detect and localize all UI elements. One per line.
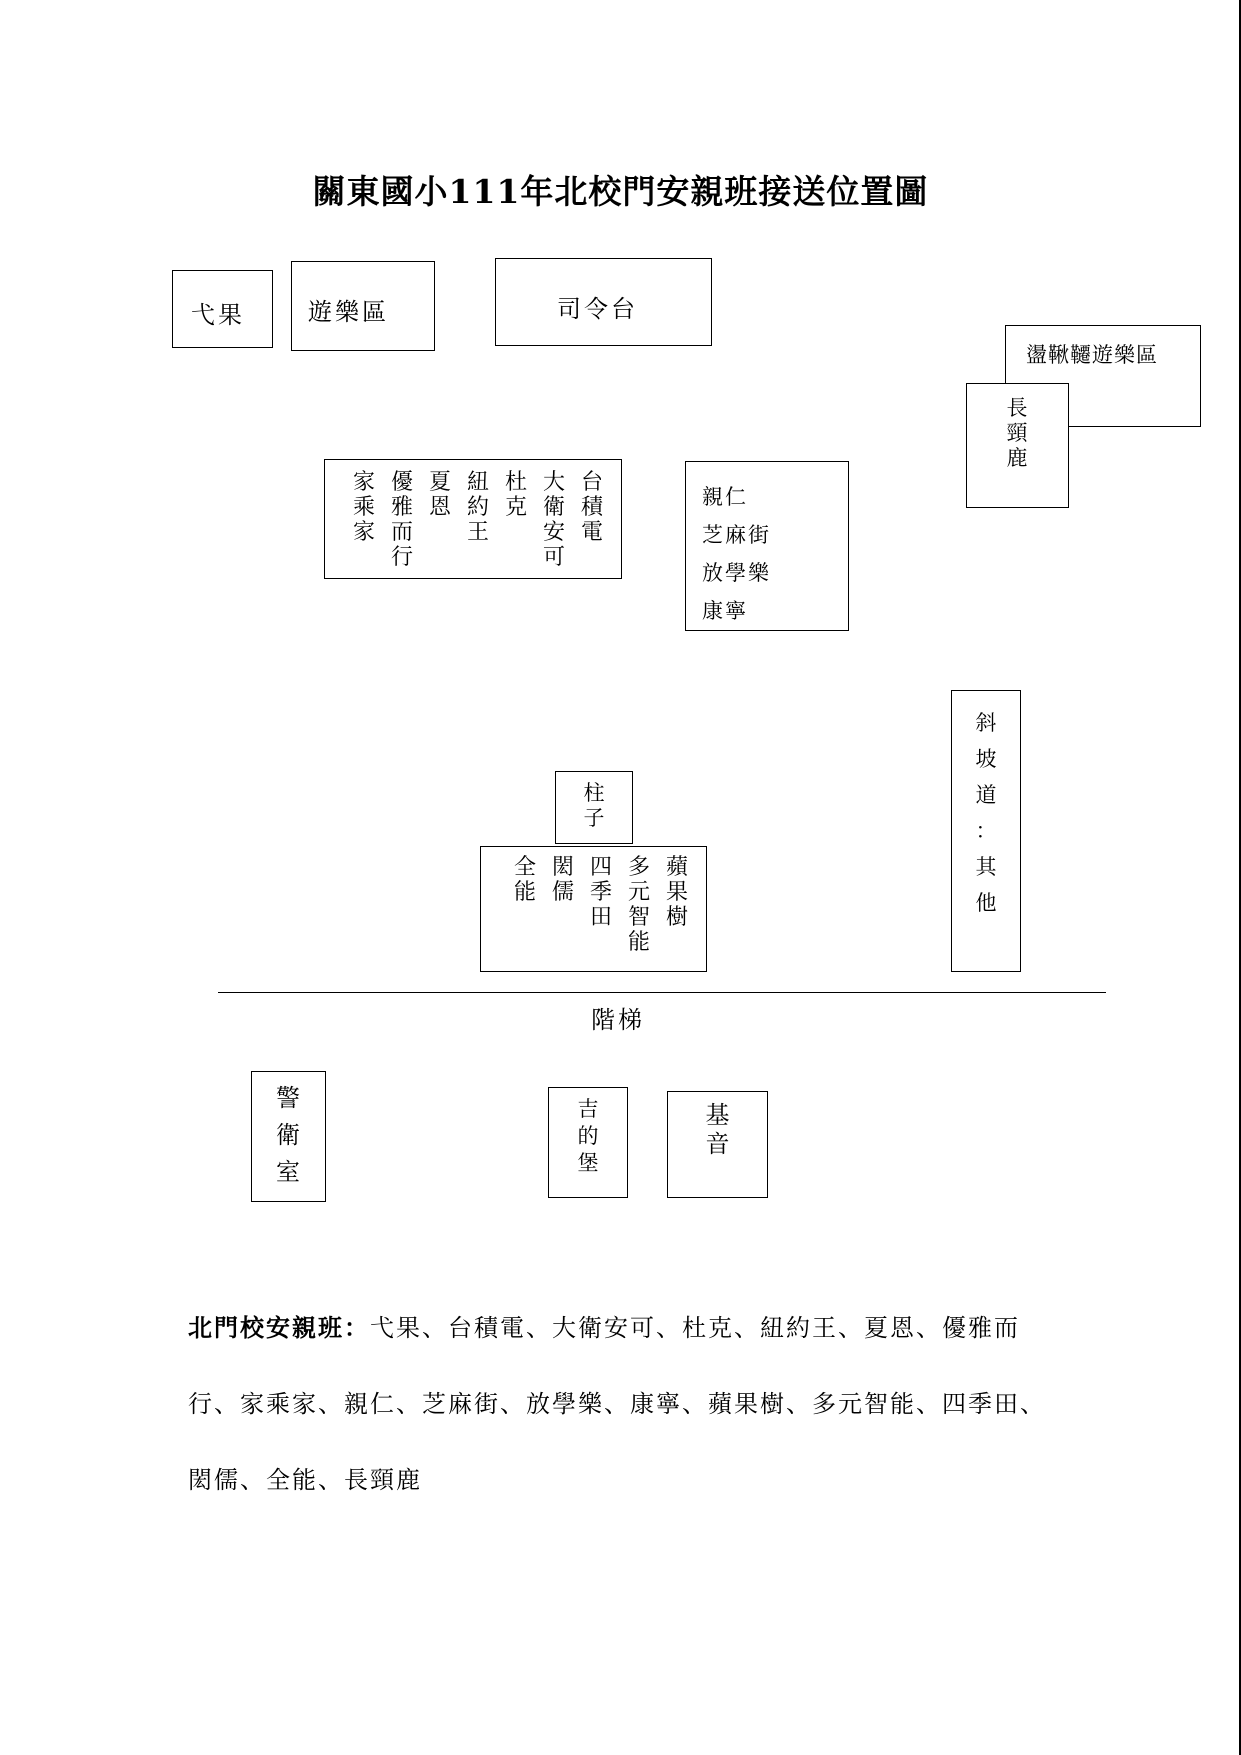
giraffe-box [966, 383, 1069, 508]
jiyin-box [667, 1091, 768, 1198]
playground-label: 遊樂區 [308, 298, 389, 326]
ramp-char: 道 [975, 783, 997, 807]
jiyin-label [668, 1101, 767, 1159]
jidebao-label [549, 1096, 627, 1177]
ramp-char: ： [975, 819, 997, 843]
swing-area-label: 盪鞦韆遊樂區 [1026, 343, 1158, 367]
ramp-char: 坡 [975, 747, 997, 771]
jidebao-char: 堡 [577, 1151, 599, 1175]
group-top-box [324, 459, 622, 579]
group-bottom-column: 閎 儒 [551, 855, 574, 905]
ramp-box [951, 690, 1021, 972]
pillar-char: 柱 [583, 781, 605, 805]
footer-note [188, 1290, 1068, 1518]
guard-room-char: 衛 [276, 1121, 300, 1149]
stage-label: 司令台 [557, 295, 638, 323]
group-top-column: 杜 克 [504, 470, 527, 520]
group-top-columns [351, 470, 605, 570]
group-right-line: 康寧 [702, 599, 748, 623]
playground-box [291, 261, 435, 351]
stage-box [495, 258, 712, 346]
group-bottom-box [480, 846, 707, 972]
pillar-char: 子 [583, 806, 605, 830]
guard-room-box [251, 1071, 326, 1202]
ramp-char: 他 [975, 891, 997, 915]
group-bottom-column: 四 季 田 [589, 855, 612, 930]
footer-text: 弋果、台積電、大衛安可、杜克、紐約王、夏恩、優雅而行、家乘家、親仁、芝麻街、放學樂、康寧、蘋果樹、多元智能、四季田、閎儒、全能、長頸鹿 [188, 1314, 1046, 1494]
guard-room-label [252, 1080, 324, 1191]
page-title: 關東國小111年北校門安親班接送位置圖 [312, 172, 929, 211]
guard-room-char: 室 [276, 1158, 300, 1186]
group-right-box [685, 461, 849, 631]
group-top-column: 大 衛 安 可 [542, 470, 565, 570]
giraffe-char: 頸 [1006, 421, 1028, 445]
group-top-column: 台 積 電 [580, 470, 603, 545]
jiyin-char: 基 [705, 1101, 730, 1129]
giraffe-char: 長 [1006, 396, 1028, 420]
giraffe-char: 鹿 [1006, 446, 1028, 470]
pillar-label [556, 781, 632, 831]
guard-room-char: 警 [276, 1084, 300, 1112]
pillar-box [555, 771, 633, 844]
group-top-column: 優 雅 而 行 [390, 470, 413, 570]
jidebao-char: 吉 [577, 1097, 599, 1121]
giraffe-label [967, 396, 1067, 471]
jidebao-char: 的 [577, 1124, 599, 1148]
group-right-line: 親仁 [702, 485, 748, 509]
yiguo-box [172, 270, 273, 348]
ramp-char: 斜 [975, 711, 997, 735]
stairs-line [218, 992, 1106, 993]
group-right-line: 芝麻街 [702, 523, 771, 547]
group-bottom-column: 蘋 果 樹 [665, 855, 688, 930]
group-top-column: 夏 恩 [428, 470, 451, 520]
ramp-char: 其 [975, 855, 997, 879]
jiyin-char: 音 [705, 1130, 730, 1158]
group-bottom-column: 全 能 [513, 855, 536, 905]
yiguo-label: 弋果 [191, 301, 245, 329]
ramp-label [952, 705, 1020, 921]
group-bottom-column: 多 元 智 能 [627, 855, 650, 955]
jidebao-box [548, 1087, 628, 1198]
footer-label: 北門校安親班： [188, 1313, 370, 1342]
group-top-column: 紐 約 王 [466, 470, 489, 545]
group-top-column: 家 乘 家 [352, 470, 375, 545]
stairs-label: 階梯 [591, 1006, 645, 1034]
group-right-lines [702, 478, 771, 630]
group-right-line: 放學樂 [702, 561, 771, 585]
group-bottom-columns [512, 855, 690, 955]
